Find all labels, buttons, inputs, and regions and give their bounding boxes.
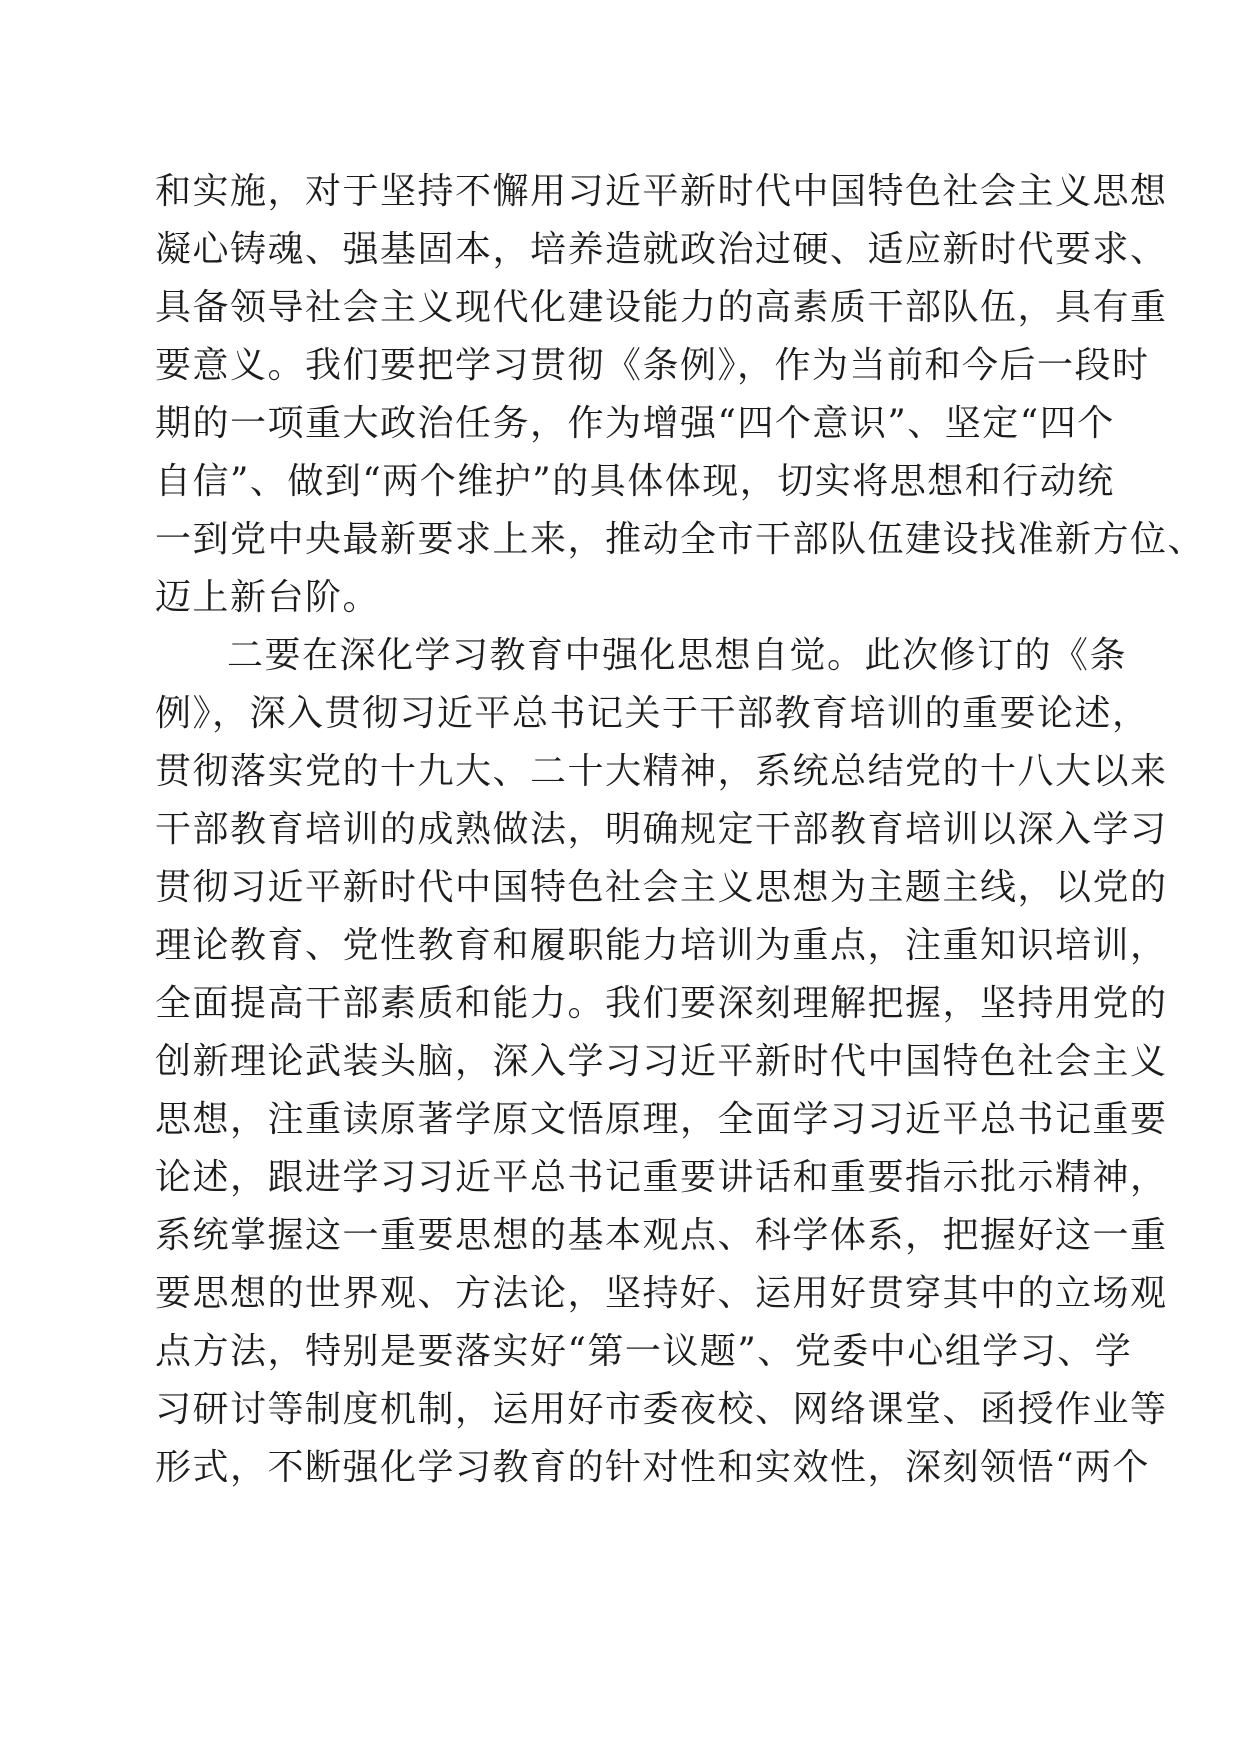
text-line: 和实施，对于坚持不懈用习近平新时代中国特色社会主义思想 bbox=[155, 171, 1168, 212]
text-line: 贯彻习近平新时代中国特色社会主义思想为主题主线，以党的 bbox=[155, 867, 1168, 908]
text-line: 理论教育、党性教育和履职能力培训为重点，注重知识培训， bbox=[155, 925, 1168, 966]
text-line: 创新理论武装头脑，深入学习习近平新时代中国特色社会主义 bbox=[155, 1041, 1168, 1082]
text-line: 例》，深入贯彻习近平总书记关于干部教育培训的重要论述， bbox=[155, 693, 1150, 734]
text-line: 凝心铸魂、强基固本，培养造就政治过硬、适应新时代要求、 bbox=[155, 229, 1168, 270]
text-line: 期的一项重大政治任务，作为增强“四个意识”、坚定“四个 bbox=[155, 403, 1115, 444]
text-line: 论述，跟进学习习近平总书记重要讲话和重要指示批示精神， bbox=[155, 1157, 1168, 1198]
text-line: 系统掌握这一重要思想的基本观点、科学体系，把握好这一重 bbox=[155, 1215, 1168, 1256]
text-line: 迈上新台阶。 bbox=[155, 577, 381, 618]
text-line: 点方法，特别是要落实好“第一议题”、党委中心组学习、学 bbox=[155, 1331, 1133, 1372]
text-line: 具备领导社会主义现代化建设能力的高素质干部队伍，具有重 bbox=[155, 287, 1168, 328]
text-line: 干部教育培训的成熟做法，明确规定干部教育培训以深入学习 bbox=[155, 809, 1168, 850]
text-line: 要思想的世界观、方法论，坚持好、运用好贯穿其中的立场观 bbox=[155, 1273, 1168, 1314]
text-line: 一到党中央最新要求上来，推动全市干部队伍建设找准新方位、 bbox=[155, 519, 1206, 560]
text-line: 形式，不断强化学习教育的针对性和实效性，深刻领悟“两个 bbox=[155, 1447, 1150, 1488]
text-line: 贯彻落实党的十九大、二十大精神，系统总结党的十八大以来 bbox=[155, 751, 1168, 792]
text-line: 习研讨等制度机制，运用好市委夜校、网络课堂、函授作业等 bbox=[155, 1389, 1168, 1430]
text-line: 自信”、做到“两个维护”的具体体现，切实将思想和行动统 bbox=[155, 461, 1115, 502]
text-line: 全面提高干部素质和能力。我们要深刻理解把握，坚持用党的 bbox=[155, 983, 1168, 1024]
text-line: 要意义。我们要把学习贯彻《条例》，作为当前和今后一段时 bbox=[155, 345, 1150, 386]
text-line: 思想，注重读原著学原文悟原理，全面学习习近平总书记重要 bbox=[155, 1099, 1168, 1140]
text-line: 二要在深化学习教育中强化思想自觉。此次修订的《条 bbox=[227, 635, 1128, 676]
